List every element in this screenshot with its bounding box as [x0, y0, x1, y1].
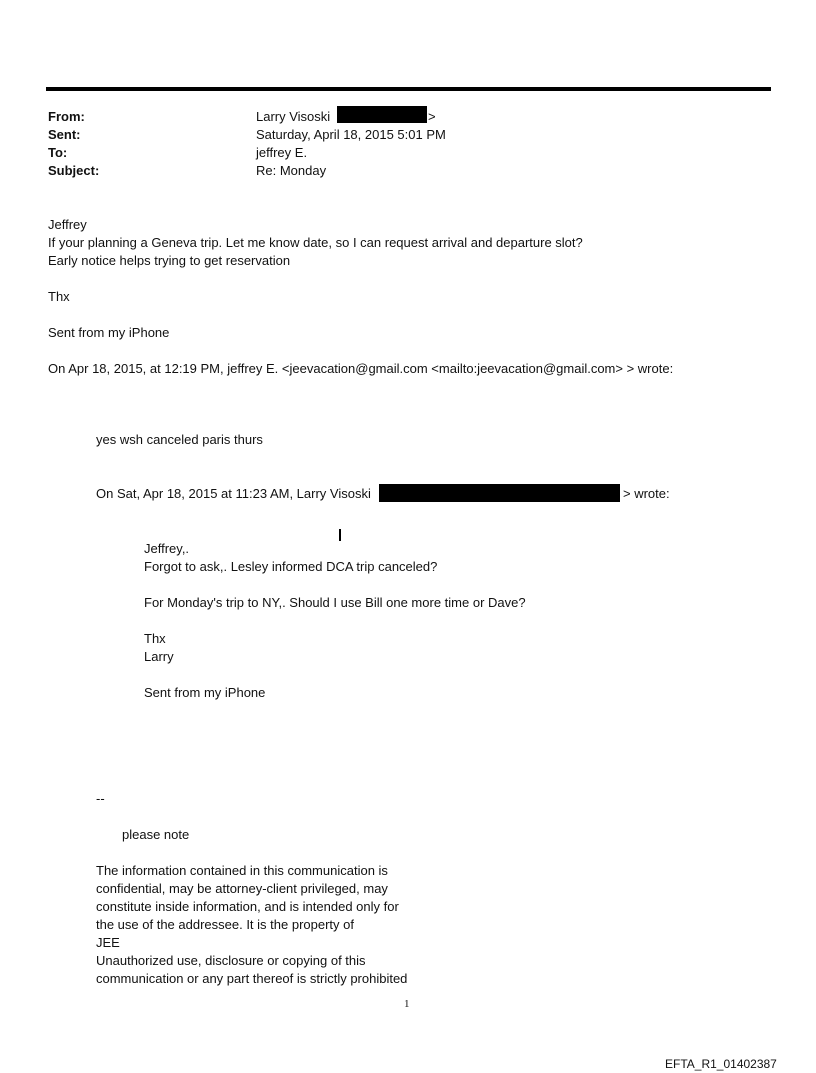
subject-value: Re: Monday — [256, 163, 327, 178]
reply1-quote-prefix: On Sat, Apr 18, 2015 at 11:23 AM, Larry Visoski — [96, 486, 371, 501]
body-line2: Early notice helps trying to get reservation — [48, 253, 291, 268]
reply1-text: yes wsh canceled paris thurs — [96, 432, 263, 447]
footer-line: confidential, may be attorney-client privileged, may — [96, 881, 388, 896]
body-signature: Sent from my iPhone — [48, 325, 170, 340]
subject-label: Subject: — [48, 163, 100, 178]
reply2-signature: Sent from my iPhone — [144, 685, 266, 700]
reply2-name: Larry — [144, 649, 174, 664]
footer-line: constitute inside information, and is intended only for — [96, 899, 399, 914]
body-line1: If your planning a Geneva trip. Let me know date, so I can request arrival and departure slot? — [48, 235, 583, 250]
body-greeting: Jeffrey — [48, 217, 87, 232]
footer-line: JEE — [96, 935, 120, 950]
footer-line: Unauthorized use, disclosure or copying of this — [96, 953, 366, 968]
from-value: Larry Visoski — [256, 109, 331, 124]
quote-header: On Apr 18, 2015, at 12:19 PM, jeffrey E. <jeevacation@gmail.com <mailto:jeevacation@gmail.com> > wrote: — [48, 361, 674, 376]
reply2-greeting: Jeffrey,. — [144, 541, 190, 556]
cursor-mark — [339, 529, 341, 541]
reply2-thanks: Thx — [144, 631, 166, 646]
header-rule — [46, 87, 771, 91]
sent-label: Sent: — [48, 127, 81, 142]
page-number: 1 — [404, 998, 410, 1010]
footer-please-note: please note — [122, 827, 190, 842]
to-label: To: — [48, 145, 68, 160]
reply1-quote-suffix: > wrote: — [623, 486, 670, 501]
footer-line: the use of the addressee. It is the property of — [96, 917, 354, 932]
from-suffix: > — [428, 109, 436, 124]
document-id: EFTA_R1_01402387 — [665, 1057, 777, 1071]
footer-dashes: -- — [96, 791, 105, 806]
reply2-line2: For Monday's trip to NY,. Should I use Bill one more time or Dave? — [144, 595, 526, 610]
redaction-quote-email — [379, 484, 620, 502]
footer-line: communication or any part thereof is strictly prohibited — [96, 971, 408, 986]
from-label: From: — [48, 109, 85, 124]
reply2-line1: Forgot to ask,. Lesley informed DCA trip canceled? — [144, 559, 438, 574]
to-value: jeffrey E. — [256, 145, 308, 160]
sent-value: Saturday, April 18, 2015 5:01 PM — [256, 127, 446, 142]
body-thanks: Thx — [48, 289, 70, 304]
redaction-from-email — [337, 106, 427, 123]
footer-line: The information contained in this communication is — [96, 863, 388, 878]
